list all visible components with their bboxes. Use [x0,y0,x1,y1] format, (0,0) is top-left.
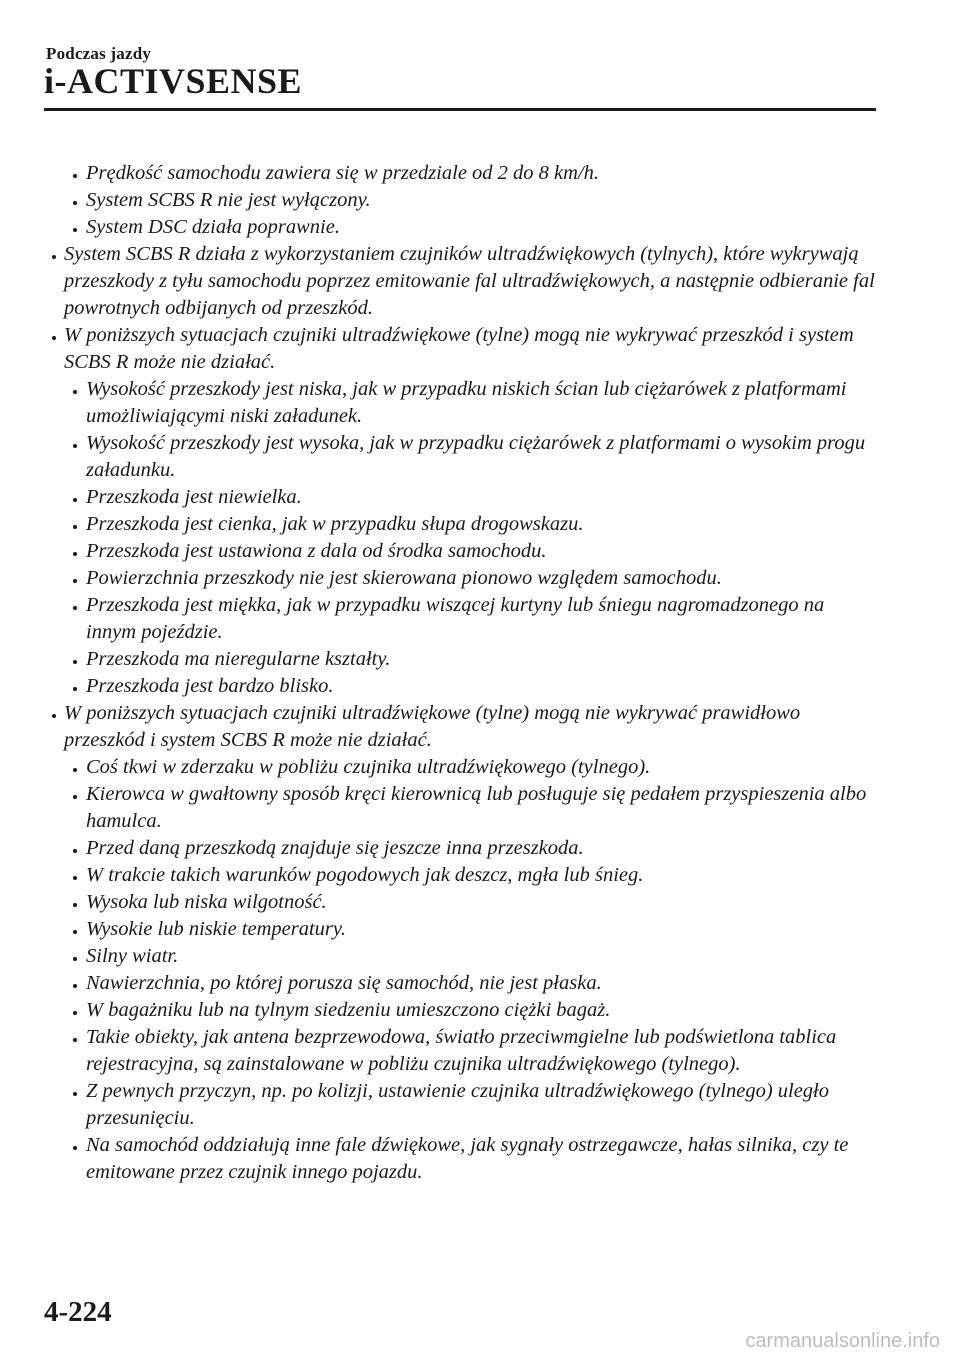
paragraph-no-detect: W poniższych sytuacjach czujniki ultradźwiękowe (tylne) mogą nie wykrywać przeszkód i system SCBS R może nie działać. [46,322,876,376]
list-item: Przed daną przeszkodą znajduje się jeszcze inna przeszkoda. [46,835,876,862]
list-item: Wysokie lub niskie temperatury. [46,916,876,943]
misdetect-sublist [46,754,876,1186]
list-item: Przeszkoda jest bardzo blisko. [46,673,876,700]
header-rule [44,108,876,111]
watermark: carmanualsonline.info [745,1330,940,1352]
list-item: Z pewnych przyczyn, np. po kolizji, ustawienie czujnika ultradźwiękowego (tylnego) uległo przesunięciu. [46,1078,876,1132]
list-item: Przeszkoda ma nieregularne kształty. [46,646,876,673]
list-item: Na samochód oddziałują inne fale dźwiękowe, jak sygnały ostrzegawcze, hałas silnika, czy te emitowane przez czujnik innego pojazdu. [46,1132,876,1186]
section-label: Podczas jazdy [46,44,152,63]
main-list [46,241,876,376]
list-item: Przeszkoda jest cienka, jak w przypadku słupa drogowskazu. [46,511,876,538]
list-item: Wysoka lub niska wilgotność. [46,889,876,916]
paragraph-sensors: System SCBS R działa z wykorzystaniem czujników ultradźwiękowych (tylnych), które wykrywają przeszkody z tyłu samochodu poprzez emitowanie fal ultradźwiękowych, a następnie odbieranie fal powrotnych odbijanych od przeszkód. [46,241,876,322]
list-item: Kierowca w gwałtowny sposób kręci kierownicą lub posługuje się pedałem przyspieszenia albo hamulca. [46,781,876,835]
list-item: Powierzchnia przeszkody nie jest skierowana pionowo względem samochodu. [46,565,876,592]
list-item: Silny wiatr. [46,943,876,970]
list-item: W bagażniku lub na tylnym siedzeniu umieszczono ciężki bagaż. [46,997,876,1024]
page-content [46,160,876,1186]
list-item: Przeszkoda jest ustawiona z dala od środka samochodu. [46,538,876,565]
list-item: Coś tkwi w zderzaku w pobliżu czujnika ultradźwiękowego (tylnego). [46,754,876,781]
intro-sublist [46,160,876,241]
list-item: Przeszkoda jest niewielka. [46,484,876,511]
page-number: 4-224 [44,1296,112,1328]
main-list-2 [46,700,876,754]
page-title: i-ACTIVSENSE [44,61,303,101]
list-item: System DSC działa poprawnie. [46,214,876,241]
list-item: System SCBS R nie jest wyłączony. [46,187,876,214]
list-item: Wysokość przeszkody jest wysoka, jak w przypadku ciężarówek z platformami o wysokim progu załadunku. [46,430,876,484]
list-item: W trakcie takich warunków pogodowych jak deszcz, mgła lub śnieg. [46,862,876,889]
list-item: Prędkość samochodu zawiera się w przedziale od 2 do 8 km/h. [46,160,876,187]
paragraph-misdetect: W poniższych sytuacjach czujniki ultradźwiękowe (tylne) mogą nie wykrywać prawidłowo przeszkód i system SCBS R może nie działać. [46,700,876,754]
list-item: Nawierzchnia, po której porusza się samochód, nie jest płaska. [46,970,876,997]
list-item: Wysokość przeszkody jest niska, jak w przypadku niskich ścian lub ciężarówek z platformami umożliwiającymi niski załadunek. [46,376,876,430]
no-detect-sublist [46,376,876,700]
list-item: Takie obiekty, jak antena bezprzewodowa, światło przeciwmgielne lub podświetlona tablica rejestracyjna, są zainstalowane w pobliżu czujnika ultradźwiękowego (tylnego). [46,1024,876,1078]
list-item: Przeszkoda jest miękka, jak w przypadku wiszącej kurtyny lub śniegu nagromadzonego na innym pojeździe. [46,592,876,646]
